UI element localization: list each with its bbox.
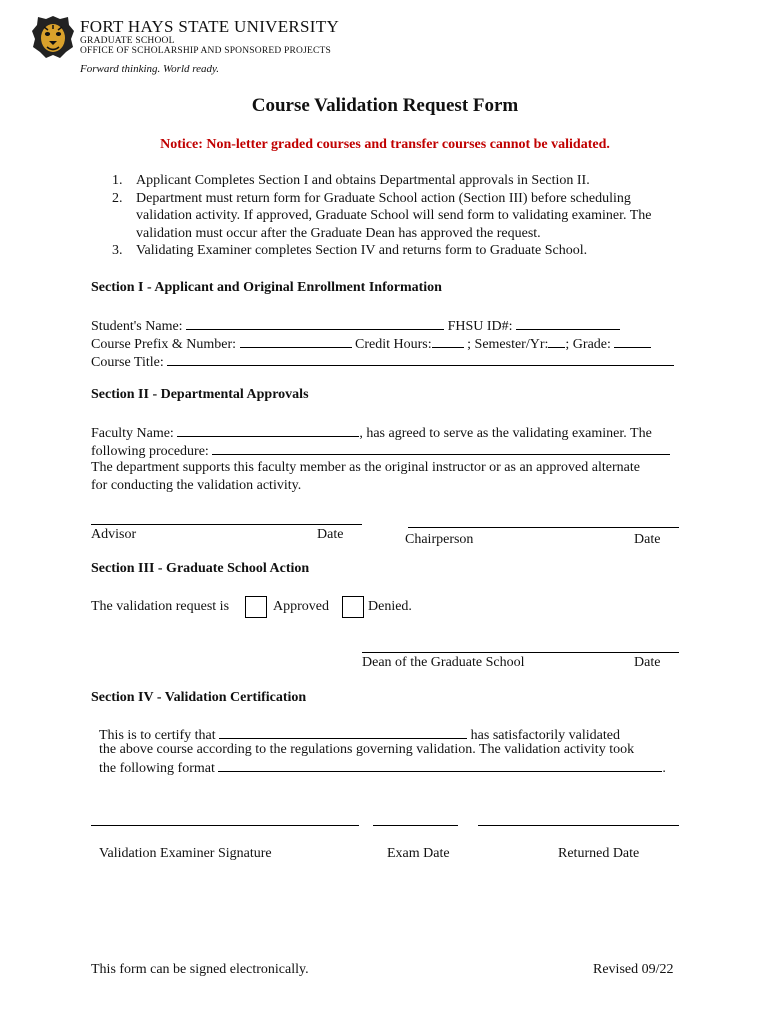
returned-date-label: Returned Date [558, 846, 640, 861]
instruction-text: Validating Examiner completes Section IV and returns form to Graduate School. [136, 243, 588, 258]
denied-label: Denied. [368, 599, 412, 614]
course-prefix-field[interactable] [240, 334, 352, 348]
dean-signature-line[interactable] [362, 652, 679, 653]
student-name-label: Student's Name: [91, 319, 183, 334]
grade-label: ; Grade: [565, 337, 611, 352]
student-row [91, 316, 691, 336]
faculty-name-label: Faculty Name: [91, 426, 174, 441]
procedure-field[interactable] [212, 441, 670, 455]
revised-date: Revised 09/22 [593, 962, 674, 977]
credit-hours-field[interactable] [432, 334, 464, 348]
advisor-label: Advisor [91, 527, 137, 542]
regulations-text: the above course according to the regulations governing validation. The validation activity took [99, 742, 635, 757]
department-scholarship-office: OFFICE OF SCHOLARSHIP AND SPONSORED PROJECTS [80, 46, 332, 56]
format-label: the following format [99, 761, 215, 776]
request-is-text: The validation request is [91, 599, 230, 614]
section-4-heading: Section IV - Validation Certification [91, 690, 307, 705]
course-title-label: Course Title: [91, 355, 164, 370]
course-prefix-label: Course Prefix & Number: [91, 337, 237, 352]
certify-name-field[interactable] [219, 725, 467, 739]
grade-field[interactable] [614, 334, 651, 348]
chairperson-signature-line[interactable] [408, 527, 679, 528]
examiner-signature-line[interactable] [91, 825, 359, 826]
form-title: Course Validation Request Form [251, 95, 519, 116]
instruction-number: 1. [112, 173, 123, 188]
instruction-number: 3. [112, 243, 123, 258]
course-prefix-row [91, 334, 691, 354]
semester-field[interactable] [548, 334, 565, 348]
course-title-row [91, 352, 691, 372]
section-3-heading: Section III - Graduate School Action [91, 561, 310, 576]
instruction-text: Applicant Completes Section I and obtains Departmental approvals in Section II. [136, 173, 590, 188]
tiger-logo-icon [30, 14, 76, 60]
instruction-item [108, 190, 688, 243]
university-logo [30, 14, 76, 60]
chairperson-date-label: Date [634, 532, 661, 547]
certify-label: This is to certify that [99, 728, 216, 743]
exam-date-line[interactable] [373, 825, 458, 826]
department-graduate-school: GRADUATE SCHOOL [80, 36, 175, 46]
department-support-text: The department supports this faculty member as the original instructor or as an approved alternate for conducting the validation activity. [91, 460, 640, 493]
format-field[interactable] [218, 758, 662, 772]
section-1-heading: Section I - Applicant and Original Enrollment Information [91, 280, 442, 295]
instruction-text: Department must return form for Graduate School action (Section III) before scheduling validation activity. If approved, Graduate School will send form to validating examiner. The validation must occur after the Graduate Dean has approved the request. [136, 190, 652, 241]
instruction-item [108, 172, 688, 190]
format-row [99, 758, 699, 778]
course-title-field[interactable] [167, 352, 674, 366]
format-period: . [662, 761, 666, 776]
chairperson-label: Chairperson [405, 532, 474, 547]
examiner-signature-label: Validation Examiner Signature [99, 846, 272, 861]
faculty-name-field[interactable] [177, 423, 359, 437]
approved-checkbox[interactable] [245, 596, 267, 618]
fhsu-id-field[interactable] [516, 316, 620, 330]
instruction-number: 2. [112, 190, 123, 206]
advisor-signature-line[interactable] [91, 524, 362, 525]
advisor-date-label: Date [317, 527, 344, 542]
validated-text: has satisfactorily validated [470, 728, 620, 743]
instructions-list [108, 172, 688, 260]
notice-text: Notice: Non-letter graded courses and transfer courses cannot be validated. [160, 137, 610, 152]
returned-date-line[interactable] [478, 825, 679, 826]
signed-electronically-note: This form can be signed electronically. [91, 962, 309, 977]
procedure-label: following procedure: [91, 444, 209, 459]
dean-label: Dean of the Graduate School [362, 655, 525, 670]
instruction-item [108, 242, 688, 260]
denied-checkbox[interactable] [342, 596, 364, 618]
exam-date-label: Exam Date [387, 846, 450, 861]
approved-label: Approved [273, 599, 329, 614]
section-2-heading: Section II - Departmental Approvals [91, 387, 309, 402]
university-tagline: Forward thinking. World ready. [80, 63, 220, 75]
procedure-row [91, 441, 691, 461]
dean-date-label: Date [634, 655, 661, 670]
faculty-row [91, 423, 691, 443]
student-name-field[interactable] [186, 316, 444, 330]
semester-label: ; Semester/Yr: [467, 337, 549, 352]
agreed-text: , has agreed to serve as the validating examiner. The [359, 426, 652, 441]
fhsu-id-label: FHSU ID#: [447, 319, 513, 334]
credit-hours-label: Credit Hours: [355, 337, 432, 352]
university-name: FORT HAYS STATE UNIVERSITY [80, 17, 340, 36]
